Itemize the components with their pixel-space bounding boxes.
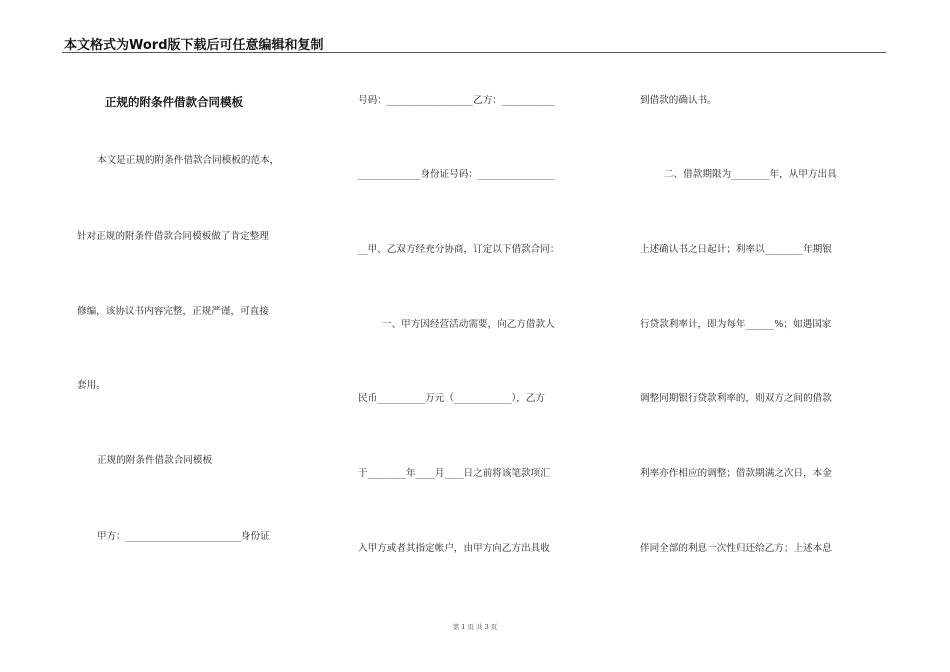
paragraph-line: 套用。 [77,380,106,391]
paragraph-line: 伴同全部的利息一次性归还给乙方；上述本息 [640,543,832,554]
document-title: 正规的附条件借款合同模板 [105,95,243,109]
paragraph-line: __甲、乙双方经充分协商，订定以下借款合同： [358,244,560,255]
paragraph-line: 入甲方或者其指定帐户，由甲方向乙方出具收 [358,543,550,554]
text-column-2 [358,0,608,672]
paragraph-line: 上述确认书之日起计；利率以________年期银 [640,244,832,255]
document-header-title: 本文格式为Word版下载后可任意编辑和复制 [64,38,324,53]
paragraph-line: 调整同期银行贷款利率的，则双方之间的借款 [640,393,832,404]
paragraph-line: 本文是正规的附条件借款合同模板的范本， [97,155,280,166]
paragraph-line: _____________身份证号码：________________ [358,169,555,180]
text-column-1 [77,0,323,672]
paragraph-line: 二、借款期限为________年，从甲方出具 [664,169,837,180]
paragraph-line: 正规的附条件借款合同模板 [97,455,213,466]
paragraph-line: 民币__________万元（____________），乙方 [358,393,546,404]
text-column-3 [640,0,886,672]
paragraph-line: 行贷款利率计，即为每年______%；如遇国家 [640,319,832,330]
paragraph-line: 号码：__________________乙方：___________ [358,95,555,106]
paragraph-line: 甲方：________________________身份证 [97,531,270,542]
paragraph-line: 一、甲方因经营活动需要，向乙方借款人 [382,319,555,330]
paragraph-line: 于________年____月____日之前将该笔款项汇 [358,468,550,479]
paragraph-line: 针对正规的附条件借款合同模板做了肯定整理 [77,231,269,242]
page-footer: 第 1 页 共 3 页 [452,623,498,631]
paragraph-line: 利率亦作相应的调整；借款期满之次日，本金 [640,468,832,479]
paragraph-line: 修编，该协议书内容完整，正规严谨，可直接 [77,306,269,317]
paragraph-line: 到借款的确认书。 [640,95,717,106]
